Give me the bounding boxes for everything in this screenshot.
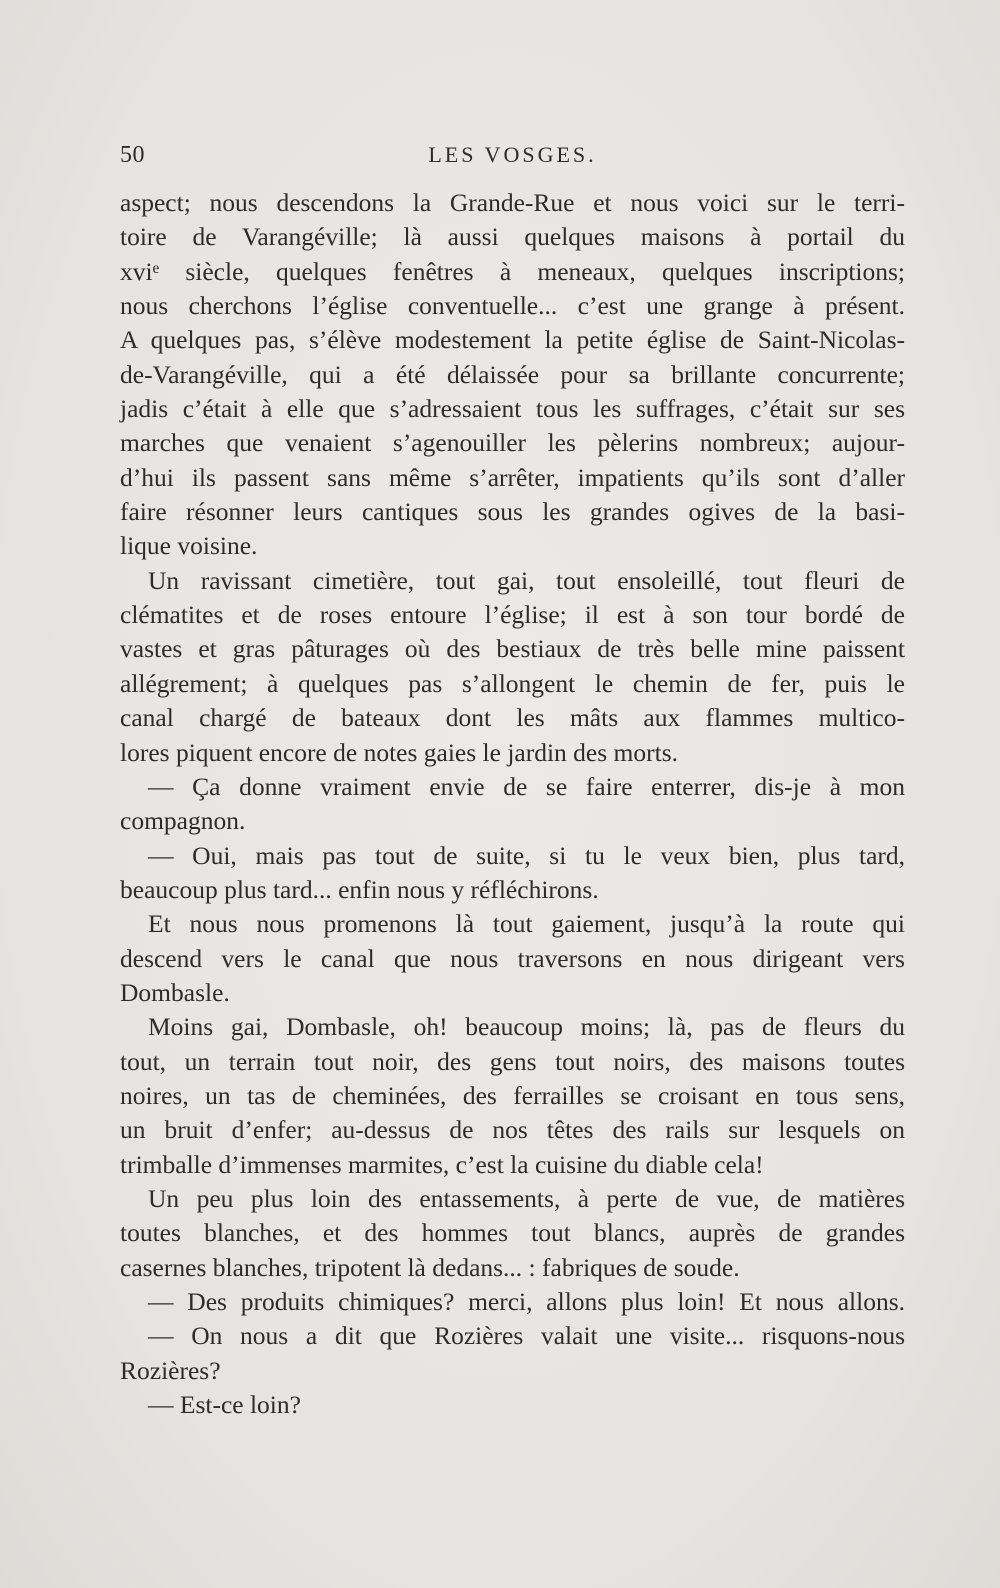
text-line: Un ravissant cimetière, tout gai, tout ensoleillé, tout fleuri de — [148, 565, 905, 595]
page-number: 50 — [120, 142, 145, 168]
text-line: Dombasle. — [120, 977, 230, 1007]
text-line: noires, un tas de cheminées, des ferrailles se croisant en tous sens, — [120, 1080, 905, 1110]
page-header — [120, 142, 905, 176]
text-line: compagnon. — [120, 806, 246, 836]
text-line: de-Varangéville, qui a été délaissée pour sa brillante concurrente; — [120, 359, 905, 389]
text-line: toire de Varangéville; là aussi quelques maisons à portail du — [120, 222, 905, 252]
text-line: casernes blanches, tripotent là dedans... : fabriques de soude. — [120, 1252, 740, 1282]
text-line: tout, un terrain tout noir, des gens tout noirs, des maisons toutes — [120, 1046, 905, 1076]
text-line: beaucoup plus tard... enfin nous y réfléchirons. — [120, 874, 599, 904]
running-title: LES VOSGES. — [428, 142, 597, 167]
text-line: toutes blanches, et des hommes tout blancs, auprès de grandes — [120, 1218, 905, 1248]
text-line: lique voisine. — [120, 531, 258, 561]
text-line: faire résonner leurs cantiques sous les grandes ogives de la basi- — [120, 497, 905, 527]
text-line: clématites et de roses entoure l’église; il est à son tour bordé de — [120, 600, 905, 630]
text-line: — On nous a dit que Rozières valait une visite... risquons-nous — [148, 1321, 905, 1351]
text-line: jadis c’était à elle que s’adressaient tous les suffrages, c’était sur ses — [120, 394, 905, 424]
text-line: nous cherchons l’église conventuelle... c’est une grange à présent. — [120, 291, 905, 321]
text-line: descend vers le canal que nous traversons en nous dirigeant vers — [120, 943, 905, 973]
text-line: marches que venaient s’agenouiller les pèlerins nombreux; aujour- — [120, 428, 905, 458]
text-line: — Ça donne vraiment envie de se faire enterrer, dis-je à mon — [148, 771, 905, 801]
text-line: allégrement; à quelques pas s’allongent le chemin de fer, puis le — [120, 668, 905, 698]
text-line: un bruit d’enfer; au-dessus de nos têtes des rails sur lesquels on — [120, 1115, 905, 1145]
text-line: — Des produits chimiques? merci, allons plus loin! Et nous allons. — [148, 1287, 905, 1316]
text-line: lores piquent encore de notes gaies le jardin des morts. — [120, 737, 678, 767]
text-line: xviᵉ siècle, quelques fenêtres à meneaux, quelques inscriptions; — [120, 256, 905, 286]
text-line: aspect; nous descendons la Grande-Rue et nous voici sur le terri- — [120, 188, 905, 217]
text-line: d’hui ils passent sans même s’arrêter, impatients qu’ils sont d’aller — [120, 462, 905, 492]
text-line: A quelques pas, s’élève modestement la petite église de Saint-Nicolas- — [120, 325, 905, 355]
text-line: Moins gai, Dombasle, oh! beaucoup moins; là, pas de fleurs du — [148, 1012, 905, 1042]
text-line: Et nous nous promenons là tout gaiement, jusqu’à la route qui — [148, 909, 905, 939]
text-line: — Oui, mais pas tout de suite, si tu le veux bien, plus tard, — [148, 840, 905, 870]
text-line: Rozières? — [120, 1355, 221, 1385]
text-line: canal chargé de bateaux dont les mâts aux flammes multico- — [120, 703, 905, 733]
text-line: Un peu plus loin des entassements, à perte de vue, de matières — [148, 1183, 905, 1213]
text-line: — Est-ce loin? — [148, 1390, 301, 1420]
text-line: vastes et gras pâturages où des bestiaux de très belle mine paissent — [120, 634, 905, 664]
body-text — [120, 186, 905, 1422]
text-line: trimballe d’immenses marmites, c’est la cuisine du diable cela! — [120, 1149, 764, 1179]
